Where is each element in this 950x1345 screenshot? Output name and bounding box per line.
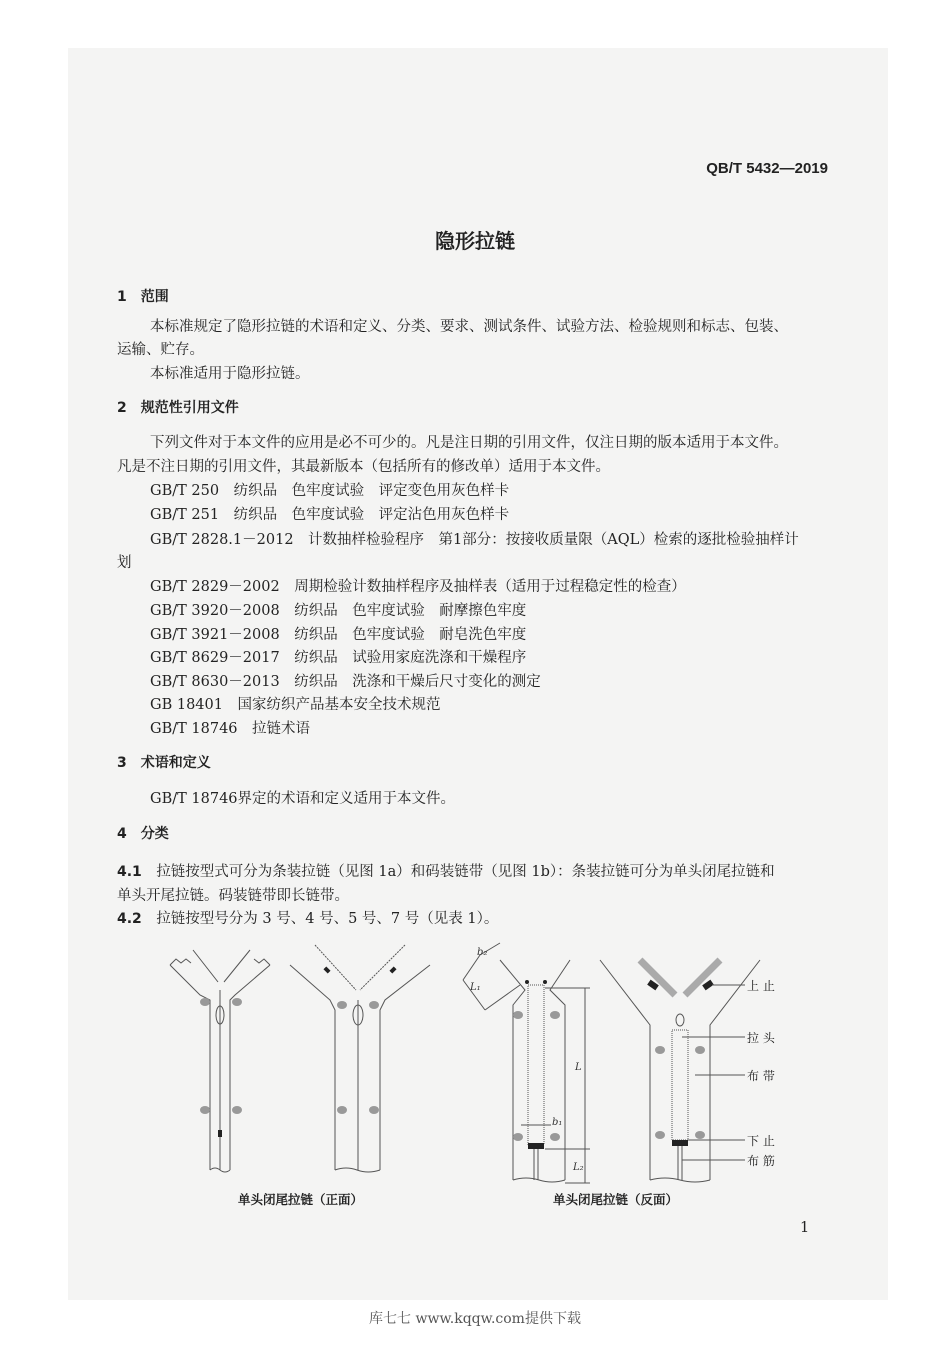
zipper-back-figure — [455, 935, 835, 1185]
reference-item: GB/T 2829－2002 周期检验计数抽样程序及抽样表（适用于过程稳定性的检查） — [150, 579, 686, 595]
paragraph: 下列文件对于本文件的应用是必不可少的。凡是注日期的引用文件，仅注日期的版本适用于本文件。 — [150, 435, 788, 451]
zipper-front-closed — [170, 950, 270, 1172]
footer-watermark: 库七七 www.kqqw.com提供下载 — [369, 1311, 581, 1327]
zipper-back-labeled — [600, 960, 760, 1182]
reference-item: GB/T 3920－2008 纺织品 色牢度试验 耐摩擦色牢度 — [150, 603, 527, 619]
figure-caption-back: 单头闭尾拉链（反面） — [553, 1192, 679, 1207]
section-1-heading: 1 范围 — [117, 289, 169, 305]
section-2-heading: 2 规范性引用文件 — [117, 400, 239, 416]
clause-4-2 — [117, 909, 498, 929]
section-3-heading: 3 术语和定义 — [117, 755, 211, 771]
clause-text: 拉链按型式可分为条装拉链（见图 1a）和码装链带（见图 1b）：条装拉链可分为单头闭尾拉链和 — [156, 864, 775, 880]
zipper-front-open — [290, 945, 430, 1172]
clause-text: 拉链按型号分为 3 号、4 号、5 号、7 号（见表 1）。 — [156, 911, 499, 927]
reference-item: GB/T 3921－2008 纺织品 色牢度试验 耐皂洗色牢度 — [150, 627, 527, 643]
page-title: 隐形拉链 — [435, 229, 515, 253]
section-4-heading: 4 分类 — [117, 826, 169, 842]
standard-number: QB/T 5432—2019 — [706, 160, 828, 177]
reference-item: GB 18401 国家纺织产品基本安全技术规范 — [150, 697, 441, 713]
figure-caption-front: 单头闭尾拉链（正面） — [238, 1192, 364, 1207]
clause-4-1 — [117, 862, 775, 882]
dim-l: L — [575, 1062, 582, 1073]
reference-item: 划 — [117, 555, 132, 571]
label-slider: 拉 头 — [747, 1031, 775, 1045]
paragraph: 本标准规定了隐形拉链的术语和定义、分类、要求、测试条件、试验方法、检验规则和标志、包装、 — [150, 319, 788, 335]
clause-number: 4.1 — [117, 864, 142, 880]
paragraph: 本标准适用于隐形拉链。 — [150, 366, 310, 382]
label-bottom-stop: 下 止 — [747, 1134, 775, 1148]
clause-number: 4.2 — [117, 911, 142, 927]
zipper-front-figure — [160, 940, 440, 1180]
paragraph: GB/T 18746界定的术语和定义适用于本文件。 — [150, 791, 456, 807]
page-number: 1 — [800, 1220, 810, 1236]
label-top-stop: 上 止 — [747, 979, 775, 993]
dim-l2: L₂ — [573, 1162, 584, 1173]
reference-item: GB/T 8629－2017 纺织品 试验用家庭洗涤和干燥程序 — [150, 650, 527, 666]
paragraph: 凡是不注日期的引用文件，其最新版本（包括所有的修改单）适用于本文件。 — [117, 459, 610, 475]
zipper-back-dimensioned — [463, 943, 590, 1183]
reference-item: GB/T 18746 拉链术语 — [150, 721, 311, 737]
dim-b2: b₂ — [477, 947, 488, 958]
label-tape: 布 带 — [747, 1069, 775, 1083]
dim-b1: b₁ — [552, 1117, 563, 1128]
paragraph: 运输、贮存。 — [117, 342, 204, 358]
reference-item: GB/T 8630－2013 纺织品 洗涤和干燥后尺寸变化的测定 — [150, 674, 541, 690]
reference-item: GB/T 250 纺织品 色牢度试验 评定变色用灰色样卡 — [150, 483, 510, 499]
reference-item: GB/T 2828.1－2012 计数抽样检验程序 第1部分：按接收质量限（AQL）检索的逐批检验抽样计 — [150, 532, 799, 548]
reference-item: GB/T 251 纺织品 色牢度试验 评定沾色用灰色样卡 — [150, 507, 510, 523]
paragraph: 单头开尾拉链。码装链带即长链带。 — [117, 888, 349, 904]
dim-l1: L₁ — [470, 982, 481, 993]
label-cord: 布 筋 — [747, 1154, 775, 1168]
